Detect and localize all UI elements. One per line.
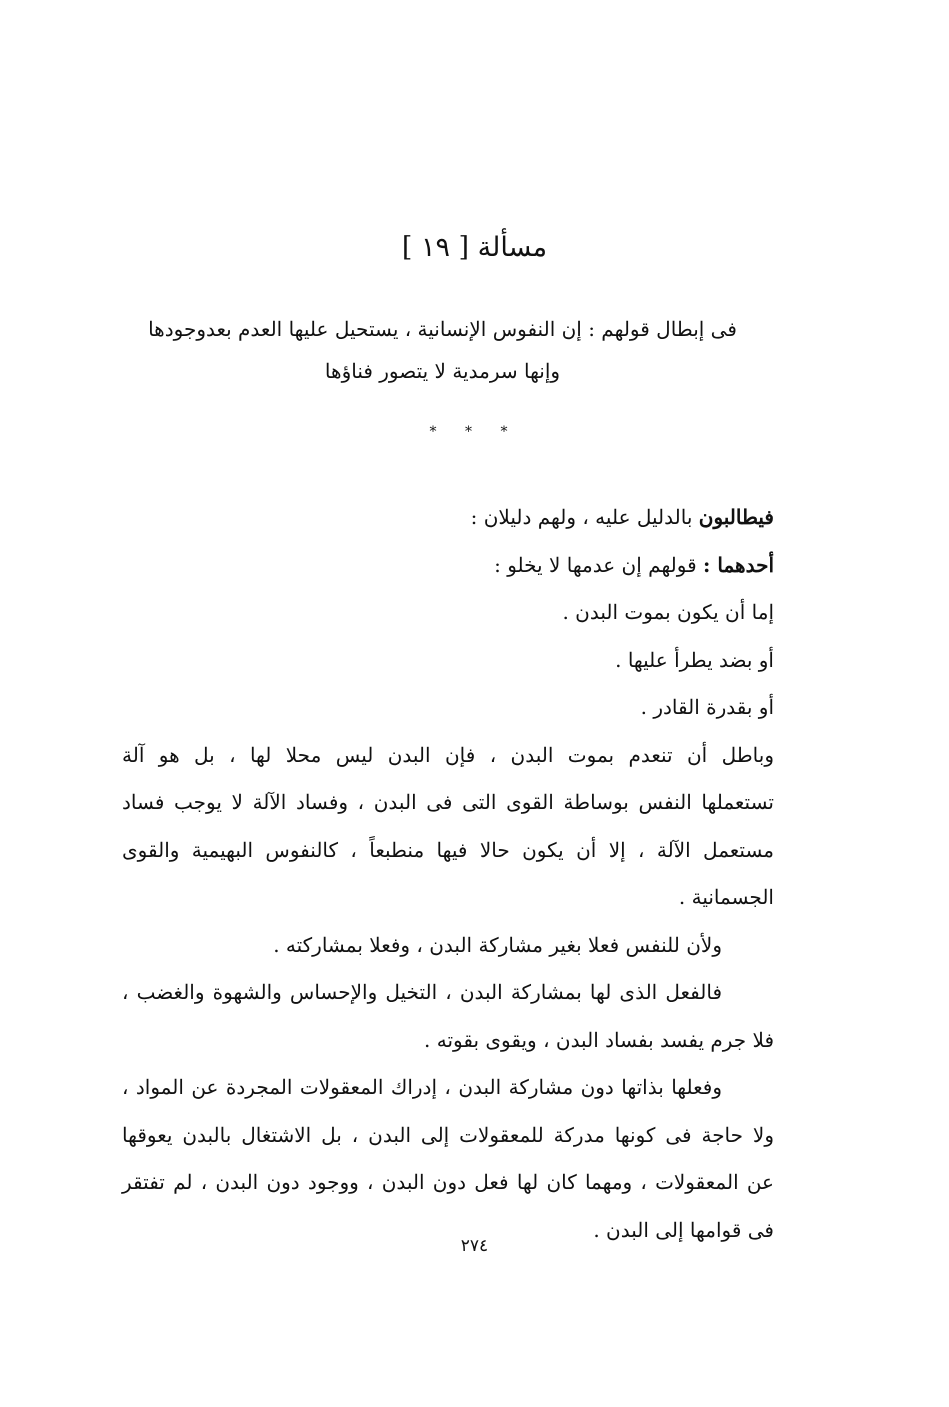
text-run: بالدليل عليه ، ولهم دليلان : [470, 505, 699, 529]
text-line: ولأن للنفس فعلا بغير مشاركة البدن ، وفعلا بمشاركته . [273, 932, 722, 957]
text-line: وباطل أن تنعدم بموت البدن ، فإن البدن ليس محلا لها ، بل هو آلة [122, 742, 774, 767]
page-title: مسألة [ ١٩ ] [401, 232, 548, 263]
text-line: فالفعل الذى لها بمشاركة البدن ، التخيل والإحساس والشهوة والغضب ، [122, 980, 722, 1004]
text-line: أو بقدرة القادر . [640, 695, 774, 719]
bold-term: أحدهما : [703, 552, 774, 577]
text-line: وفعلها بذاتها دون مشاركة البدن ، إدراك المعقولات المجردة عن المواد ، [122, 1075, 722, 1099]
text-line: مستعمل الآلة ، إلا أن يكون حالا فيها منطبعاً ، كالنفوس البهيمية والقوى [122, 837, 774, 862]
subtitle-line-2: وإنها سرمدية لا يتصور فناؤها [324, 359, 561, 383]
body-text [122, 494, 774, 1254]
text-line: أو بضد يطرأ عليها . [615, 647, 774, 672]
text-line: فى قوامها إلى البدن . [593, 1217, 774, 1242]
chapter-subtitle [130, 308, 755, 392]
text-line [122, 542, 774, 590]
text-line [122, 494, 774, 542]
bold-term: فيطالبون [698, 505, 774, 529]
text-line: تستعملها النفس بوساطة القوى التى فى البدن ، وفساد الآلة لا يوجب فساد [122, 790, 774, 814]
text-line: عن المعقولات ، ومهما كان لها فعل دون البدن ، ووجود دون البدن ، لم تفتقر [122, 1170, 774, 1194]
text-line: فلا جرم يفسد بفساد البدن ، ويقوى بقوته . [424, 1027, 774, 1052]
text-line: إما أن يكون بموت البدن . [562, 600, 774, 624]
text-line: ولا حاجة فى كونها مدركة للمعقولات إلى البدن ، بل الاشتغال بالبدن يعوقها [122, 1122, 774, 1147]
text-run: قولهم إن عدمها لا يخلو : [494, 552, 704, 577]
subtitle-line-1: فى إبطال قولهم : إن النفوس الإنسانية ، يستحيل عليها العدم بعدوجودها [148, 317, 737, 341]
text-line: الجسمانية . [678, 885, 774, 909]
section-separator: * * * [429, 424, 520, 440]
page-number: ٢٧٤ [460, 1236, 489, 1256]
